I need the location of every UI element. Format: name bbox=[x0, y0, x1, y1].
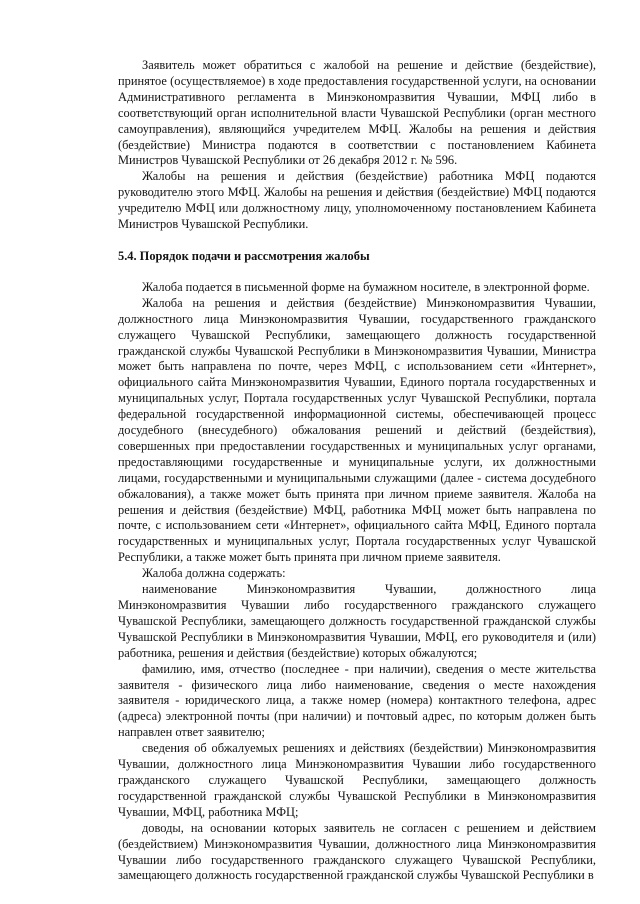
spacer bbox=[118, 233, 596, 249]
paragraph-item-applicant: фамилию, имя, отчество (последнее - при наличии), сведения о месте жительства заявителя - физического лица либо наименование, сведения о месте нахождения заявителя - юридического лица, а также номер (номера) контактного телефона, адрес (адреса) электронной почты (при наличии) и почтовый адрес, по которым должен быть направлен ответ заявителю; bbox=[118, 661, 596, 740]
paragraph-item-decisions: сведения об обжалуемых решениях и действиях (бездействии) Минэкономразвития Чувашии, должностного лица Минэкономразвития Чувашии либо государственного гражданского служащего Чувашской Республики, замещающего должность государственной гражданской службы Чувашской Республики в Минэкономразвития Чувашии, МФЦ, работника МФЦ; bbox=[118, 741, 596, 819]
paragraph-complaint-channels: Жалоба на решения и действия (бездействие) Минэкономразвития Чувашии, должностного лица Минэкономразвития Чувашии, государственного гражданского служащего Чувашской Республики, замещающего должность государственной гражданской службы Чувашской Республики в Минэкономразвития Чувашии, Министра может быть направлена по почте, через МФЦ, с использованием сети «Интернет», официального сайта Минэкономразвития Чувашии, Единого портала государственных и муниципальных услуг, Портала государственных услуг Чувашской Республики, портала федеральной государственной информационной системы, обеспечивающей процесс досудебного (внесудебного) обжалования решений и действий (бездействия), совершенных при предоставлении государственных и муниципальных услуг органами, предоставляющими государственные и муниципальные услуги, их должностными лицами, государственными и муниципальными служащими (далее - система досудебного обжалования), а также может быть принята при личном приеме заявителя. Жалоба на решения и действия (бездействие) МФЦ, работника МФЦ может быть направлена по почте, с использованием сети «Интернет», официального сайта МФЦ, Единого портала государственных и муниципальных услуг, Портала государственных услуг Чувашской Республики, а также может быть принята при личном приеме заявителя. bbox=[118, 295, 596, 565]
paragraph-mfc-complaints: Жалобы на решения и действия (бездействие) работника МФЦ подаются руководителю этого МФЦ. Жалобы на решения и действия (бездействие) МФЦ подаются учредителю МФЦ или должностному лицу, уполномоченному постановлением Кабинета Министров Чувашской Республики. bbox=[118, 169, 596, 232]
paragraph-complaint-right: Заявитель может обратиться с жалобой на решение и действие (бездействие), принятое (осуществляемое) в ходе предоставления государственной услуги, на основании Административного регламента в Минэкономразвития Чувашии, МФЦ либо в соответствующий орган исполнительной власти Чувашской Республики (орган местного самоуправления), являющийся учредителем МФЦ. Жалобы на решения и действия (бездействие) Министра подаются в соответствии с постановлением Кабинета Министров Чувашской Республики от 26 декабря 2012 г. № 596. bbox=[118, 58, 596, 168]
paragraph-complaint-form: Жалоба подается в письменной форме на бумажном носителе, в электронной форме. bbox=[142, 279, 590, 294]
document-page bbox=[118, 58, 596, 884]
paragraph-item-name: наименование Минэкономразвития Чувашии, должностного лица Минэкономразвития Чувашии либо государственного гражданского служащего Чувашской Республики, замещающего должность государственной гражданской службы Чувашской Республики в Минэкономразвития Чувашии, МФЦ, его руководителя и (или) работника, решения и действия (бездействие) которых обжалуются; bbox=[118, 582, 596, 660]
section-heading: 5.4. Порядок подачи и рассмотрения жалобы bbox=[118, 248, 370, 263]
paragraph-item-arguments: доводы, на основании которых заявитель не согласен с решением и действием (бездействием) Минэкономразвития Чувашии, должностного лица Минэкономразвития Чувашии либо государственного гражданского служащего Чувашской Республики, замещающего должность государственной гражданской службы Чувашской Республики в bbox=[118, 820, 596, 883]
spacer bbox=[118, 265, 596, 280]
paragraph-complaint-contents-intro: Жалоба должна содержать: bbox=[142, 566, 286, 581]
